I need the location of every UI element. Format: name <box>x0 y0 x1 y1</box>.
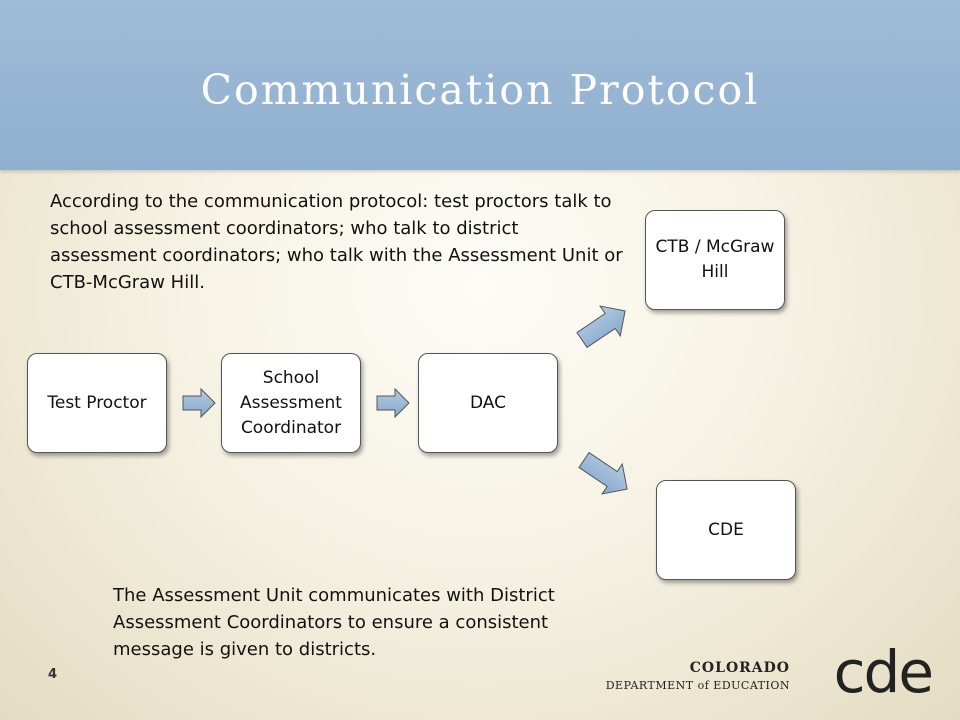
logo-mark: cde <box>833 638 932 706</box>
logo-line-colorado: COLORADO <box>689 660 790 676</box>
node-dac: DAC <box>418 353 558 453</box>
node-cde: CDE <box>656 480 796 580</box>
footer-note: The Assessment Unit communicates with District Assessment Coordinators to ensure a consistent message is given to districts. <box>113 585 555 660</box>
page-number: 4 <box>48 667 58 682</box>
arrow-school-to-dac <box>377 389 409 417</box>
arrow-dac-to-ctb <box>572 296 635 355</box>
node-ctb-mcgraw-hill: CTB / McGraw Hill <box>645 210 785 310</box>
node-school-assessment-coordinator: School Assessment Coordinator <box>221 353 361 453</box>
slide-title: Communication Protocol <box>200 66 760 114</box>
arrow-dac-to-cde <box>574 445 637 504</box>
node-test-proctor: Test Proctor <box>27 353 167 453</box>
cde-logo <box>605 638 938 706</box>
intro-paragraph: According to the communication protocol: test proctors talk to school assessment coordinators; who talk to district assessment coordinators; who talk with the Assessment Unit or CTB-McGraw Hill. <box>50 191 623 293</box>
logo-line-department: DEPARTMENT of EDUCATION <box>605 679 790 692</box>
arrow-proctor-to-school <box>183 389 215 417</box>
